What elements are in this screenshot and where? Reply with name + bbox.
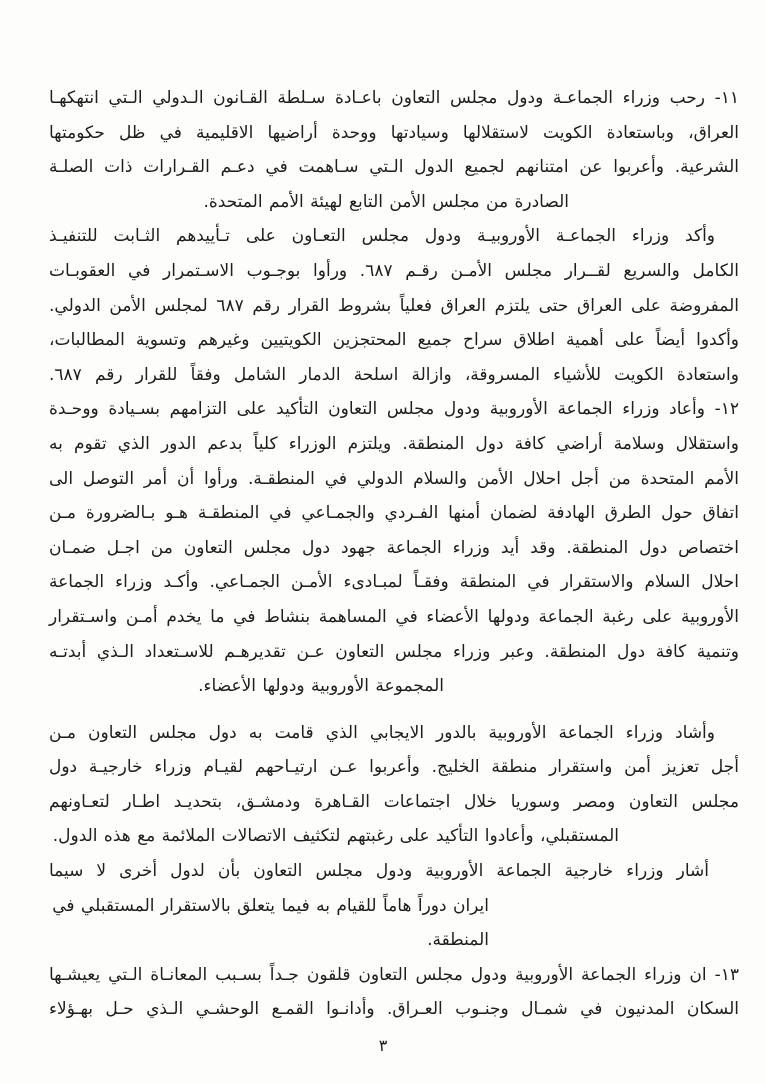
text-line: أشار وزراء خارجية الجماعة الأوروبية ودول مجلس التعاون بأن لدول أخرى لا سيما [49, 861, 709, 882]
document-text-block [49, 81, 739, 1027]
text-line: اختصاص دول المنطقة. وقد أيد وزراء الجماعة جهود دول مجلس التعاون من اجـل ضمـان [49, 537, 739, 558]
text-line: ايران دوراً هاماً للقيام به فيما يتعلق بالاستقرار المستقبلي في المنطقة. [52, 895, 489, 951]
text-line: الأمم المتحدة من أجل احلال الأمن والسلام الدولي في المنطقـة. ورأوا أن أمر التوصل الى [49, 468, 739, 489]
text-line: وأكد وزراء الجماعـة الأوروبيـة ودول مجلس التعـاون على تـأييدهم الثـابت للتنفيـذ [49, 226, 715, 247]
text-line: المستقبلي، وأعادوا التأكيد على رغبتهم لتكثيف الاتصالات الملائمة مع هذه الدول. [52, 826, 619, 847]
text-line: ١١- رحب وزراء الجماعـة ودول مجلس التعاون باعـادة سـلطة القـانون الـدولي الـتي انتهكهـا [49, 88, 739, 108]
text-line: العراق، وباستعادة الكويت لاستقلالها وسيادتها ووحدة أراضيها الاقليمية في ظل حكومتها [49, 122, 739, 143]
text-line: ١٢- وأعاد وزراء الجماعة الأوروبية ودول مجلس التعاون التأكيد على التزامهم بسـيادة ووحـدة [49, 399, 739, 420]
page-number: ٣ [378, 1036, 388, 1055]
text-line: وأشاد وزراء الجماعة الأوروبية بالدور الايجابي الذي قامت به دول مجلس التعاون مـن [49, 722, 715, 743]
text-line: واستقلال وسلامة أراضي كافة دول المنطقة. ويلتزم الوزراء كلياً بدعم الدور الذي تقوم به [49, 433, 739, 454]
text-line: المجموعة الأوروبية ودولها الأعضاء. [198, 676, 444, 697]
text-line: مجلس التعاون ومصر وسوريا خلال اجتماعات القـاهرة ودمشـق، بتحديـد اطـار لتعـاونهم [49, 791, 739, 812]
text-line: وأكدوا أيضاً على أهمية اطلاق سراح جميع المحتجزين الكويتيين وغيرهم وتسوية المطالبات، [49, 330, 739, 351]
paragraph-iran-role [49, 854, 739, 958]
paragraph-12 [49, 392, 739, 703]
text-line: ١٣- ان وزراء الجماعة الأوروبية ودول مجلس التعاون قلقون جـداً بسـبب المعانـاة الـتي يعيشـها [49, 964, 739, 985]
text-line: الشرعية. وأعربوا عن امتنانهم لجميع الدول الـتي سـاهمت في دعـم القـرارات ذات الصلـة [49, 157, 739, 178]
text-line: السكان المدنيون في شمـال وجنـوب العـراق. وأدانـوا القمـع الوحشـي الـذي حـل بهـؤلاء [49, 999, 739, 1020]
text-line: المفروضة على العراق حتى يلتزم العراق فعلياً بشروط القرار رقم ٦٨٧ لمجلس الأمن الدولي. [49, 295, 740, 316]
text-line: أجل تعزيز أمن واستقرار منطقة الخليج. وأعربوا عـن ارتيـاحهم لقيـام وزراء خارجيـة دول [49, 757, 739, 778]
text-line: الكامل والسريع لقــرار مجلس الأمـن رقـم ٦٨٧. ورأوا بوجـوب الاسـتمرار في العقوبـات [49, 260, 739, 281]
paragraph-13 [49, 958, 739, 1027]
paragraph-gulf-cooperation [49, 716, 739, 854]
text-line: واستعادة الكويت للأشياء المسروقة، وازالة اسلحة الدمار الشامل وفقاً للقرار رقم ٦٨٧. [49, 364, 739, 385]
text-line: وتنمية كافة دول المنطقة. وعبر وزراء مجلس التعاون عـن تقديرهـم للاسـتعداد الـذي أبدتـه [49, 641, 739, 662]
paragraph-11 [49, 81, 739, 219]
text-line: الصادرة من مجلس الأمن التابع لهيئة الأمم المتحدة. [203, 191, 569, 212]
text-line: اتفاق حول الطرق الهادفة لضمان أمنها الفـردي والجمـاعي في المنطقـة هـو بـالضرورة مـن [49, 503, 739, 524]
paragraph-security-council [49, 219, 739, 392]
text-line: الأوروبية على رغبة الجماعة ودولها الأعضاء في المساهمة بنشاط في ما يخدم أمـن واسـتقرار [49, 606, 739, 627]
text-line: احلال السلام والاستقرار في المنطقة وفقـاً لمبـادىء الأمـن الجمـاعي. وأكـد وزراء الجماعة [49, 572, 739, 593]
